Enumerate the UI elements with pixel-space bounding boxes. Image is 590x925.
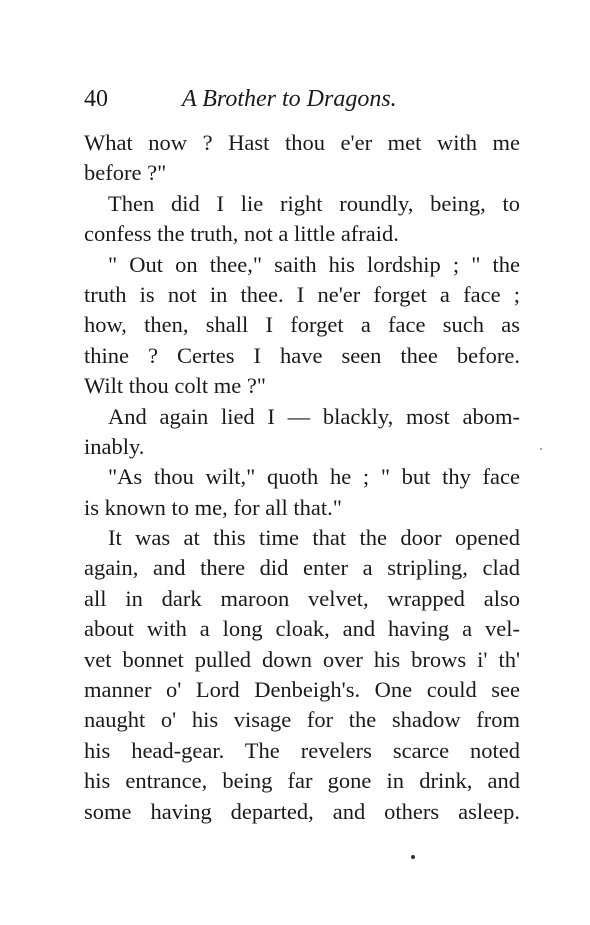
text-line: And again lied I — blackly, most abom- [108,403,520,429]
text-line: confess the truth, not a little afraid. [84,221,399,247]
text-line: again, and there did enter a stripling, clad [84,555,520,581]
running-title: A Brother to Dragons. [182,86,397,112]
text-line: Wilt thou colt me ?" [84,373,266,399]
text-line: all in dark maroon velvet, wrapped also [84,585,520,611]
text-line: " Out on thee," saith his lordship ; " the [108,251,520,277]
text-line: truth is not in thee. I ne'er forget a face ; [84,281,520,307]
text-line: naught o' his visage for the shadow from [84,707,520,733]
text-line: before ?" [84,160,167,186]
text-line: some having departed, and others asleep. [84,798,520,824]
text-line: about with a long cloak, and having a vel- [84,616,520,642]
text-line: manner o' Lord Denbeigh's. One could see [84,677,520,703]
text-line: "As thou wilt," quoth he ; " but thy face [108,464,520,490]
text-line: It was at this time that the door opened [108,525,520,551]
text-line: What now ? Hast thou e'er met with me [84,130,520,155]
text-line: his entrance, being far gone in drink, and [84,768,520,794]
page-header [84,84,524,114]
text-line: Then did I lie right roundly, being, to [108,190,520,216]
print-speck [411,855,415,859]
text-line: vet bonnet pulled down over his brows i' th' [84,646,520,672]
text-line: his head-gear. The revelers scarce noted [84,737,520,763]
text-line: inably. [84,433,145,459]
body-text [84,128,520,827]
text-line: thine ? Certes I have seen thee before. [84,342,520,368]
text-line: how, then, shall I forget a face such as [84,312,520,338]
print-speck [540,448,542,450]
page-number: 40 [84,86,108,112]
text-line: is known to me, for all that." [84,494,342,520]
